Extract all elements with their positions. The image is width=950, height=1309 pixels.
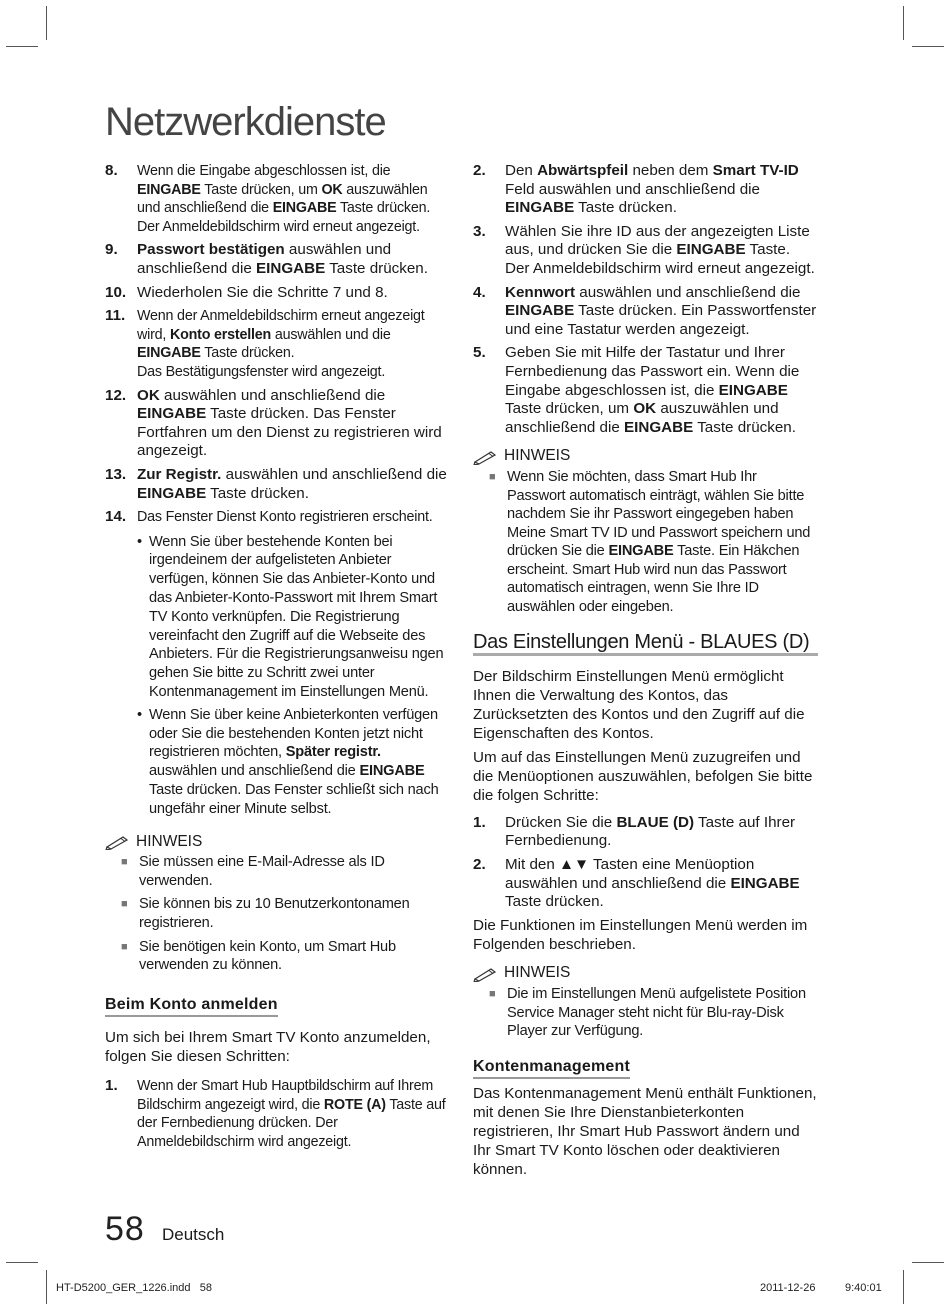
- crop-mark: [912, 46, 944, 47]
- page-title: Netzwerkdienste: [105, 100, 386, 144]
- square-bullet-icon: ■: [121, 856, 128, 869]
- step-item: [473, 284, 818, 340]
- step-text: Passwort bestätigen auswählen und anschließend die EINGABE Taste drücken.: [137, 241, 428, 277]
- step-item: [473, 223, 818, 279]
- step-number: 14.: [105, 508, 127, 526]
- step-list: [105, 1077, 450, 1151]
- note-heading: [105, 833, 450, 852]
- step-number: 10.: [105, 283, 127, 301]
- note-text: Sie benötigen kein Konto, um Smart Hub verwenden zu können.: [139, 938, 396, 974]
- note-text: Sie können bis zu 10 Benutzerkontonamen registrieren.: [139, 896, 410, 932]
- step-number: 11.: [105, 307, 126, 325]
- note-list: [121, 853, 450, 975]
- paragraph: Die Funktionen im Einstellungen Menü werden im Folgenden beschrieben.: [473, 916, 808, 953]
- paragraph: Das Kontenmanagement Menü enthält Funktionen, mit denen Sie Ihre Dienstanbieterkonten registrieren, Ihr Smart Hub Passwort ändern und Ihr Smart TV Konto löschen oder deaktivieren können.: [473, 1085, 817, 1178]
- note-list: [489, 468, 818, 617]
- step-text: Wählen Sie ihre ID aus der angezeigten Liste aus, und drücken Sie die EINGABE Taste. Der Anmeldebildschirm wird erneut angezeigt.: [505, 222, 815, 277]
- square-bullet-icon: ■: [489, 470, 496, 483]
- step-list: [473, 162, 818, 437]
- intro-paragraph: Um sich bei Ihrem Smart TV Konto anzumelden, folgen Sie diesen Schritten:: [105, 1029, 431, 1066]
- step-text: Zur Registr. auswählen und anschließend die EINGABE Taste drücken.: [137, 465, 447, 502]
- file-name: HT-D5200_GER_1226.indd 58: [56, 1282, 212, 1294]
- step-item: [105, 162, 450, 236]
- step-number: 2.: [473, 162, 486, 179]
- crop-mark: [912, 1262, 944, 1263]
- bullet-dot-icon: •: [137, 533, 142, 550]
- pencil-icon: [473, 966, 499, 982]
- step-text: Geben Sie mit Hilfe der Tastatur und Ihrer Fernbedienung das Passwort ein. Wenn die Eingabe abgeschlossen ist, die EINGABE Taste drücken, um OK auszuwählen und anschließend die EINGABE Taste drücken.: [505, 344, 800, 436]
- note-label: HINWEIS: [504, 447, 571, 465]
- paragraph: Um auf das Einstellungen Menü zuzugreifen und die Menüoptionen auszuwählen, befolgen Sie bitte die folgen Schritte:: [473, 749, 813, 805]
- print-time: 9:40:01: [845, 1282, 882, 1294]
- note-text: Sie müssen eine E-Mail-Adresse als ID verwenden.: [139, 854, 385, 889]
- bullet-text: Wenn Sie über keine Anbieterkonten verfügen oder Sie die bestehenden Konten jetzt nicht registrieren möchten, Später registr. auswählen und anschließend die EINGABE Taste drücken. Das Fenster schließt sich nach ungefähr einer Minute selbst.: [149, 706, 439, 817]
- crop-mark: [46, 1270, 47, 1304]
- bullet-list: [137, 533, 450, 819]
- crop-mark: [6, 46, 38, 47]
- step-number: 2.: [473, 856, 486, 874]
- right-column: [473, 162, 818, 1179]
- note-item: [121, 895, 450, 932]
- section-heading: Das Einstellungen Menü - BLAUES (D): [473, 633, 818, 657]
- square-bullet-icon: ■: [489, 987, 496, 1000]
- step-item: [473, 814, 818, 851]
- crop-mark: [903, 1270, 904, 1304]
- crop-mark: [6, 1262, 38, 1263]
- square-bullet-icon: ■: [121, 898, 128, 911]
- step-item: [105, 241, 450, 278]
- step-item: [105, 466, 450, 503]
- note-text: Die im Einstellungen Menü aufgelistete Position Service Manager steht nicht für Blu-ray-Disk Player zur Verfügung.: [507, 985, 806, 1040]
- square-bullet-icon: ■: [121, 940, 128, 953]
- crop-mark: [903, 6, 904, 40]
- step-item: [105, 387, 450, 461]
- note-label: HINWEIS: [504, 964, 571, 982]
- note-list: [489, 985, 818, 1041]
- step-item: [473, 162, 818, 218]
- step-text: Drücken Sie die BLAUE (D) Taste auf Ihrer Fernbedienung.: [505, 813, 796, 850]
- note-heading: [473, 964, 818, 983]
- left-column: [105, 162, 450, 1156]
- bullet-text: Wenn Sie über bestehende Konten bei irgendeinem der aufgelisteten Anbieter verfügen, können Sie das Anbieter-Konto und das Anbieter-Konto-Passwort mit Ihrem Smart TV Konto verknüpfen. Die Registrierung vereinfacht den Zugriff auf die Webseite des Anbieters. Für die Registrierungsanweisu ngen gehen Sie bitte zu Schritt zwei unter Kontenmanagement im Einstellungen Menü.: [149, 533, 444, 701]
- pencil-icon: [105, 834, 131, 850]
- note-item: [489, 985, 818, 1041]
- note-label: HINWEIS: [136, 832, 203, 850]
- step-item: [105, 1077, 450, 1151]
- subheading: Beim Konto anmelden: [105, 996, 278, 1018]
- step-number: 1.: [105, 1076, 118, 1094]
- step-number: 5.: [473, 344, 486, 362]
- subheading: Kontenmanagement: [473, 1058, 630, 1080]
- language-label: Deutsch: [162, 1225, 225, 1244]
- step-number: 8.: [105, 162, 118, 179]
- step-text: Wenn der Anmeldebildschirm erneut angezeigt wird, Konto erstellen auswählen und die EINGABE Taste drücken. Das Bestätigungsfenster wird angezeigt.: [137, 308, 425, 380]
- page-number: 58: [105, 1210, 145, 1248]
- step-item: [105, 307, 450, 381]
- step-number: 1.: [473, 813, 486, 831]
- paragraph: Der Bildschirm Einstellungen Menü ermöglicht Ihnen die Verwaltung des Kontos, das Zurücksetzten des Kontos und den Zugriff auf die Eigenschaften des Kontos.: [473, 668, 805, 742]
- crop-mark: [46, 6, 47, 40]
- step-list: [473, 814, 818, 912]
- note-item: [489, 468, 818, 617]
- pencil-icon: [473, 449, 499, 465]
- note-text: Wenn Sie möchten, dass Smart Hub Ihr Passwort automatisch einträgt, wählen Sie bitte nachdem Sie ihr Passwort eingegeben haben Meine Smart TV ID und Passwort speichern und drücken Sie die EINGABE Taste. Ein Häkchen erscheint. Smart Hub wird nun das Passwort automatisch eintragen, wenn Sie Ihre ID auswählen oder eingeben.: [507, 468, 811, 616]
- step-item: [105, 284, 450, 303]
- print-date: 2011-12-26: [760, 1282, 816, 1294]
- step-item: [473, 856, 818, 912]
- step-number: 12.: [105, 386, 127, 404]
- step-list: [105, 162, 450, 527]
- step-text: Mit den ▲▼ Tasten eine Menüoption auswählen und anschließend die EINGABE Taste drücken.: [505, 856, 800, 911]
- step-text: Das Fenster Dienst Konto registrieren erscheint.: [137, 509, 433, 526]
- step-text: Wenn die Eingabe abgeschlossen ist, die EINGABE Taste drücken, um OK auszuwählen und anschließend die EINGABE Taste drücken. Der Anmeldebildschirm wird erneut angezeigt.: [137, 163, 431, 235]
- step-number: 4.: [473, 283, 486, 301]
- step-text: Wiederholen Sie die Schritte 7 und 8.: [137, 283, 388, 301]
- step-number: 3.: [473, 222, 486, 240]
- step-text: OK auswählen und anschließend die EINGABE Taste drücken. Das Fenster Fortfahren um den Dienst zu registrieren wird angezeigt.: [137, 386, 442, 460]
- step-text: Wenn der Smart Hub Hauptbildschirm auf Ihrem Bildschirm angezeigt wird, die ROTE (A) Taste auf der Fernbedienung drücken. Der Anmeldebildschirm wird angezeigt.: [137, 1077, 446, 1150]
- step-text: Kennwort auswählen und anschließend die EINGABE Taste drücken. Ein Passwortfenster und eine Tastatur werden angezeigt.: [505, 283, 817, 338]
- bullet-item: [137, 533, 450, 702]
- step-number: 13.: [105, 465, 127, 483]
- step-item: [473, 344, 818, 437]
- bullet-item: [137, 706, 450, 819]
- step-number: 9.: [105, 241, 118, 259]
- note-item: [121, 853, 450, 890]
- step-item: [105, 508, 450, 527]
- step-text: Den Abwärtspfeil neben dem Smart TV-ID Feld auswählen und anschließend die EINGABE Taste drücken.: [505, 162, 799, 217]
- bullet-dot-icon: •: [137, 706, 142, 723]
- note-item: [121, 938, 450, 975]
- note-heading: [473, 447, 818, 466]
